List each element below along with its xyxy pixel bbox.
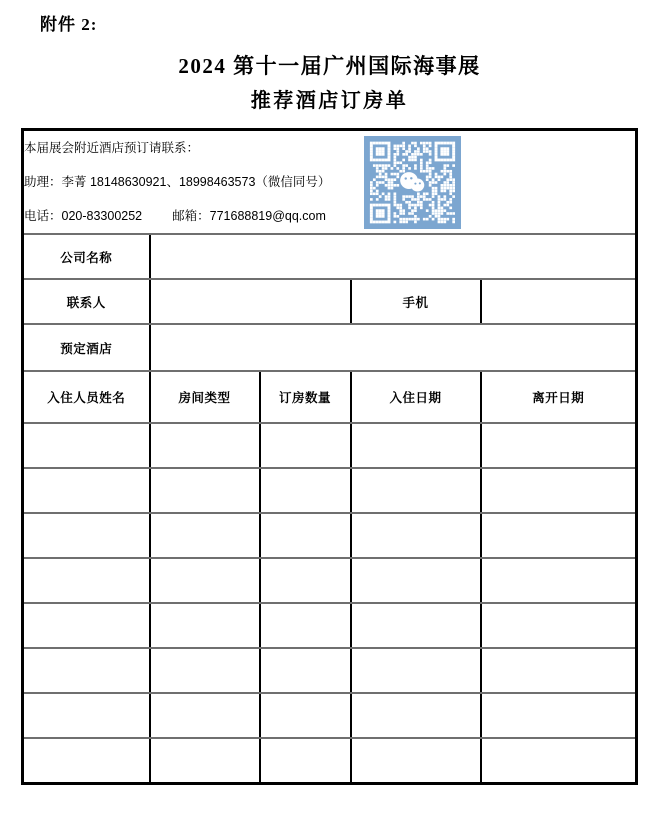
column-header-checkin-date: 入住日期 — [351, 371, 481, 423]
contact-person-input-cell[interactable] — [150, 279, 351, 324]
booking-input-cell[interactable] — [23, 738, 150, 783]
company-name-row — [23, 234, 637, 279]
booking-input-cell[interactable] — [481, 693, 637, 738]
column-header-room-count: 订房数量 — [260, 371, 351, 423]
booking-input-cell[interactable] — [23, 648, 150, 693]
booking-input-cell[interactable] — [150, 693, 260, 738]
contact-email: 邮箱：771688819@qq.com — [172, 209, 326, 223]
booking-input-cell[interactable] — [481, 558, 637, 603]
booking-input-cell[interactable] — [23, 693, 150, 738]
booking-input-cell[interactable] — [150, 558, 260, 603]
phone-email-line — [24, 199, 635, 233]
booking-input-cell[interactable] — [260, 738, 351, 783]
booking-empty-row — [23, 603, 637, 648]
booking-input-cell[interactable] — [481, 468, 637, 513]
hotel-input-cell[interactable] — [150, 324, 637, 371]
contact-person-label: 联系人 — [23, 279, 150, 324]
booking-input-cell[interactable] — [260, 558, 351, 603]
hotel-label: 预定酒店 — [23, 324, 150, 371]
booking-input-cell[interactable] — [351, 513, 481, 558]
company-name-label: 公司名称 — [23, 234, 150, 279]
booking-input-cell[interactable] — [260, 648, 351, 693]
booking-empty-row — [23, 693, 637, 738]
contact-intro-line: 本届展会附近酒店预订请联系： — [24, 141, 200, 155]
booking-input-cell[interactable] — [481, 423, 637, 468]
booking-empty-row — [23, 513, 637, 558]
booking-empty-row — [23, 468, 637, 513]
column-header-checkout-date: 离开日期 — [481, 371, 637, 423]
booking-input-cell[interactable] — [481, 648, 637, 693]
booking-input-cell[interactable] — [481, 603, 637, 648]
booking-input-cell[interactable] — [150, 513, 260, 558]
booking-empty-row — [23, 423, 637, 468]
table-header-row — [23, 371, 637, 423]
booking-input-cell[interactable] — [150, 738, 260, 783]
booking-input-cell[interactable] — [150, 423, 260, 468]
assistant-contact-line: 助理：李菁 18148630921、18998463573（微信同号） — [24, 175, 331, 189]
booking-input-cell[interactable] — [351, 468, 481, 513]
booking-input-cell[interactable] — [351, 423, 481, 468]
booking-input-cell[interactable] — [23, 558, 150, 603]
contact-info-cell — [23, 130, 637, 235]
column-header-room-type: 房间类型 — [150, 371, 260, 423]
booking-empty-row — [23, 738, 637, 783]
mobile-label: 手机 — [351, 279, 481, 324]
booking-input-cell[interactable] — [351, 603, 481, 648]
booking-input-cell[interactable] — [23, 423, 150, 468]
booking-empty-row — [23, 648, 637, 693]
booking-input-cell[interactable] — [150, 468, 260, 513]
contact-person-row — [23, 279, 637, 324]
booking-input-cell[interactable] — [150, 603, 260, 648]
booking-input-cell[interactable] — [481, 738, 637, 783]
booking-form-table — [21, 128, 638, 785]
booking-input-cell[interactable] — [260, 693, 351, 738]
contact-info-row — [23, 130, 637, 235]
booking-input-cell[interactable] — [23, 513, 150, 558]
document-title-line2: 推荐酒店订房单 — [250, 90, 409, 112]
booking-input-cell[interactable] — [481, 513, 637, 558]
booking-input-cell[interactable] — [23, 468, 150, 513]
booking-input-cell[interactable] — [260, 513, 351, 558]
booking-input-cell[interactable] — [150, 648, 260, 693]
booking-input-cell[interactable] — [351, 648, 481, 693]
contact-phone: 电话：020-83300252 — [24, 209, 143, 223]
booking-empty-row — [23, 558, 637, 603]
booking-input-cell[interactable] — [23, 603, 150, 648]
booking-input-cell[interactable] — [260, 468, 351, 513]
attachment-label: 附件 2: — [40, 15, 98, 34]
booking-input-cell[interactable] — [351, 738, 481, 783]
company-name-input-cell[interactable] — [150, 234, 637, 279]
booking-input-cell[interactable] — [260, 423, 351, 468]
mobile-input-cell[interactable] — [481, 279, 637, 324]
wechat-qr-code — [364, 136, 461, 229]
column-header-guest-name: 入住人员姓名 — [23, 371, 150, 423]
booking-input-cell[interactable] — [351, 693, 481, 738]
booking-input-cell[interactable] — [260, 603, 351, 648]
hotel-row — [23, 324, 637, 371]
booking-input-cell[interactable] — [351, 558, 481, 603]
document-title-line1: 2024 第十一届广州国际海事展 — [178, 54, 481, 78]
